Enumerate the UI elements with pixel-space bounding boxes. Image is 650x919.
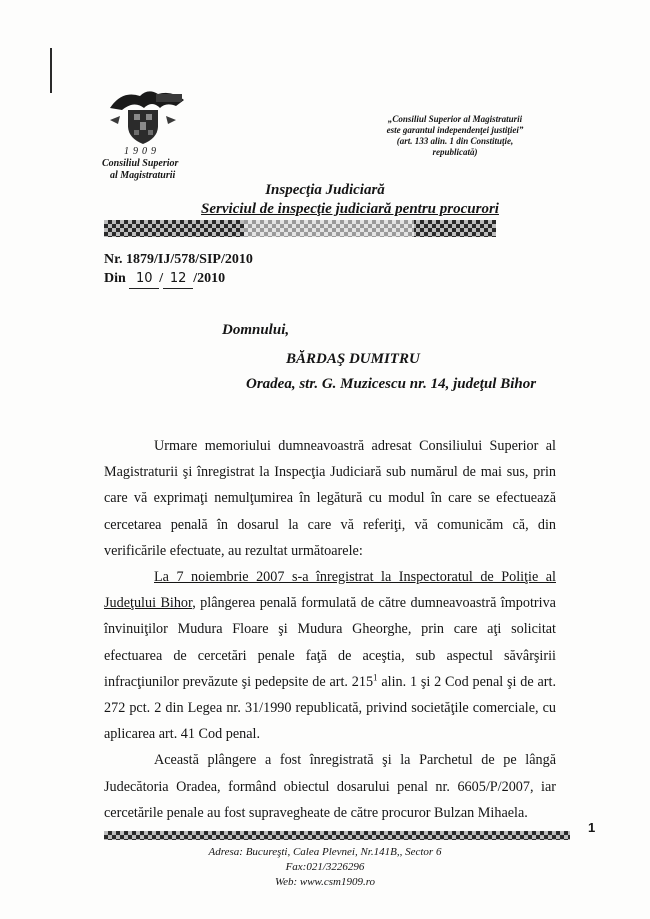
motto-line: republicată): [432, 147, 478, 157]
complaint-details-text: , plângerea penală formulată de către dumneavoastră împotriva învinuiţilor Mudura Floare şi Mudura Gheorghe, prin care aţi solicitat efectuarea de cercetări penale faţă de aceştia, sub aspectul săvârşirii infracţiunilor prevăzute şi pedepsite de art. 215: [104, 595, 556, 690]
complaint-registration-text: La 7 noiembrie 2007 s-a înregistrat la Inspectoratul de Poliţie al Judeţului Bihor: [104, 569, 556, 612]
motto-line: este garantul independenţei justiţiei”: [386, 125, 524, 135]
recipient-name: BĂRDAŞ DUMITRU: [286, 351, 420, 367]
date-day: 10: [129, 269, 159, 289]
paragraph-prosecutor: Această plângere a fost înregistrată şi la Parchetul de pe lângă Judecătoria Oradea, formând obiectul dosarului penal nr. 6605/P/2007, iar cercetările penale au fost supravegheate de către procuror Bulzan Mihaela.: [104, 752, 556, 821]
footer-contact: [0, 845, 650, 890]
page-number: 1: [588, 820, 596, 835]
service-subtitle: Serviciul de inspecţie judiciară pentru procurori: [201, 201, 499, 217]
logo-text-line1: Consiliul Superior: [102, 158, 179, 169]
paragraph-intro: Urmare memoriului dumneavoastră adresat Consiliului Superior al Magistraturii şi înregistrat la Inspecţia Judiciară sub numărul de mai sus, prin care vă exprimaţi nemulţumirea în legătură cu modul în care se efectuează cercetarea penală în dosarul la care vă referiţi, vă comunicăm că, din verificările efectuate, au rezultat următoarele:: [104, 438, 556, 559]
footer-divider: [104, 831, 570, 840]
reference-date: Din 10 / 12 /2010: [104, 269, 253, 289]
footer-fax: Fax:021/3226296: [285, 861, 365, 873]
reference-number: Nr. 1879/IJ/578/SIP/2010: [104, 252, 253, 267]
article-superscript: 1: [373, 672, 378, 683]
motto-line: „Consiliul Superior al Magistraturii: [387, 114, 523, 124]
motto-quote: [355, 114, 555, 158]
csm-logo: [100, 86, 190, 186]
complaint-articles-text: alin. 1 şi 2 Cod penal şi de art. 272 pct. 2 din Legea nr. 31/1990 republicată, privind societăţile comerciale, cu aplicarea art. 41 Cod penal.: [104, 673, 556, 743]
date-prefix: Din: [104, 271, 126, 286]
logo-text-line2: al Magistraturii: [110, 170, 176, 181]
motto-line: (art. 133 alin. 1 din Constituţie,: [396, 136, 514, 146]
date-year: /2010: [193, 271, 226, 286]
recipient-address: Oradea, str. G. Muzicescu nr. 14, judeţul Bihor: [246, 376, 537, 392]
paragraph-complaint: [104, 564, 556, 747]
redaction-bar: [104, 220, 496, 237]
salutation: Domnului,: [222, 322, 290, 338]
footer-web: Web: www.csm1909.ro: [274, 876, 376, 888]
logo-year: 1909: [124, 146, 160, 157]
institution-title: Inspecţia Judiciară: [265, 182, 385, 198]
date-month: 12: [163, 269, 193, 289]
reference-block: [104, 250, 253, 289]
margin-mark: [50, 48, 52, 93]
footer-address: Adresa: Bucureşti, Calea Plevnei, Nr.141B,, Sector 6: [208, 846, 442, 858]
letter-body: [104, 433, 556, 826]
